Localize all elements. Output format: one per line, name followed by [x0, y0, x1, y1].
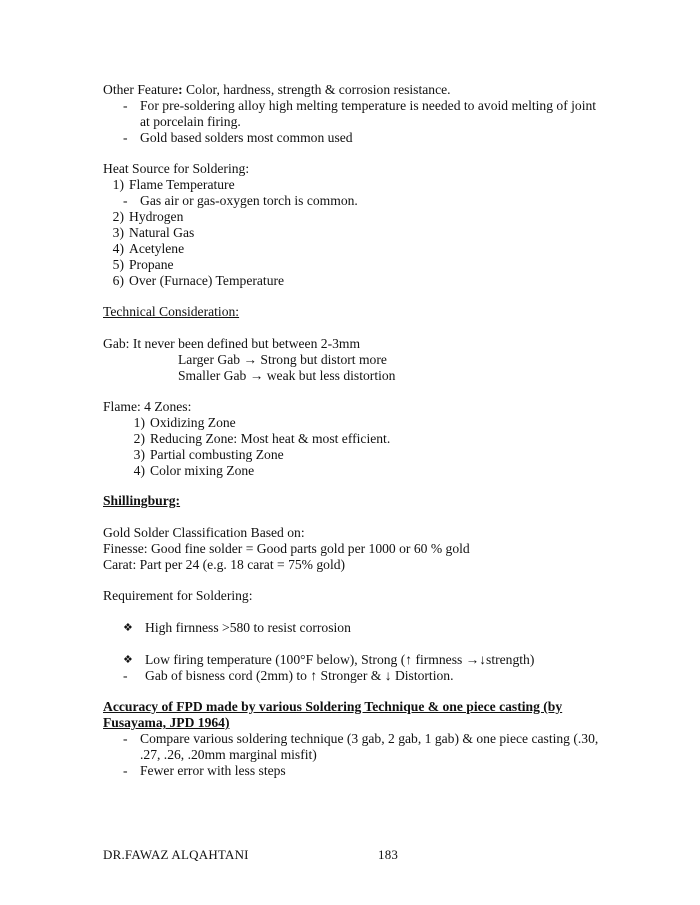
- gab-section: [103, 336, 640, 384]
- heat-source-section: [103, 161, 640, 289]
- gold-solder-classification: Gold Solder Classification Based on:: [103, 525, 305, 540]
- list-item: [123, 98, 640, 130]
- flame-heading: Flame: 4 Zones:: [103, 399, 192, 414]
- list-item: 3) Natural Gas: [112, 225, 195, 240]
- technical-section: [103, 304, 640, 320]
- other-feature-heading: Other Feature: Color, hardness, strength & corrosion resistance.: [103, 82, 451, 97]
- technical-heading: Technical Consideration:: [103, 304, 240, 319]
- list-item: 4) Acetylene: [112, 241, 185, 256]
- accuracy-heading-line1: Accuracy of FPD made by various Soldering Technique & one piece casting (by: [103, 699, 563, 714]
- shillingburg-section: [103, 493, 640, 509]
- list-item: 3) Partial combusting Zone: [133, 447, 284, 462]
- heat-source-heading: Heat Source for Soldering:: [103, 161, 250, 176]
- list-item-text: Gold based solders most common used: [140, 130, 353, 145]
- requirement-section: [103, 588, 640, 604]
- gold-solder-carat: Carat: Part per 24 (e.g. 18 carat = 75% gold): [103, 557, 346, 572]
- list-item: 4) Color mixing Zone: [133, 463, 255, 478]
- list-item: 2) Reducing Zone: Most heat & most efficient.: [133, 431, 391, 446]
- diamond-bullet-icon: ❖: [123, 622, 133, 634]
- flame-section: [103, 399, 640, 479]
- diamond-bullet-icon: ❖: [123, 654, 133, 666]
- list-item: 5) Propane: [112, 257, 174, 272]
- requirement-bullet: ❖ High firnness >580 to resist corrosion: [123, 620, 351, 635]
- list-item-text: For pre-soldering alloy high melting temperature is needed to avoid melting of joint at porcelain firing.: [140, 98, 597, 129]
- requirement-bullet: ❖ Low firing temperature (100°F below), Strong (↑ firmness →↓strength) - Gab of bisness cord (2mm) to ↑ Stronger & ↓ Distortion.: [103, 652, 640, 684]
- list-item: 1) Flame Temperature: [112, 177, 235, 192]
- shillingburg-heading: Shillingburg:: [103, 493, 181, 508]
- gab-definition: Gab: It never been defined but between 2-3mm: [103, 336, 361, 351]
- gold-solder-section: [103, 525, 640, 573]
- requirement-heading: Requirement for Soldering:: [103, 588, 253, 603]
- list-item: - Gab of bisness cord (2mm) to ↑ Stronger & ↓ Distortion.: [123, 668, 454, 683]
- footer-author: DR.FAWAZ ALQAHTANI: [103, 847, 249, 862]
- other-feature-section: [103, 82, 640, 146]
- accuracy-heading-line2: Fusayama, JPD 1964): [103, 715, 230, 730]
- list-item: [123, 130, 640, 146]
- list-item: - Gas air or gas-oxygen torch is common.: [123, 193, 358, 208]
- list-item-text: Compare various soldering technique (3 gab, 2 gab, 1 gab) & one piece casting (.30, .27, .26, .20mm marginal misfit): [140, 731, 599, 762]
- list-item: 2) Hydrogen: [112, 209, 184, 224]
- gold-solder-finesse: Finesse: Good fine solder = Good parts gold per 1000 or 60 % gold: [103, 541, 470, 556]
- dash-marker: -: [123, 130, 128, 145]
- gab-smaller: Smaller Gab → weak but less distortion: [178, 368, 396, 383]
- list-item: - Compare various soldering technique (3 gab, 2 gab, 1 gab) & one piece casting (.30, .27, .26, .20mm marginal misfit): [123, 731, 599, 762]
- list-item: 1) Oxidizing Zone: [133, 415, 236, 430]
- footer-page-number: 183: [378, 847, 399, 862]
- gab-larger: Larger Gab → Strong but distort more: [178, 352, 387, 367]
- accuracy-section: [103, 699, 640, 779]
- list-item: - Fewer error with less steps: [123, 763, 286, 778]
- dash-marker: -: [123, 98, 128, 113]
- list-item: 6) Over (Furnace) Temperature: [112, 273, 285, 288]
